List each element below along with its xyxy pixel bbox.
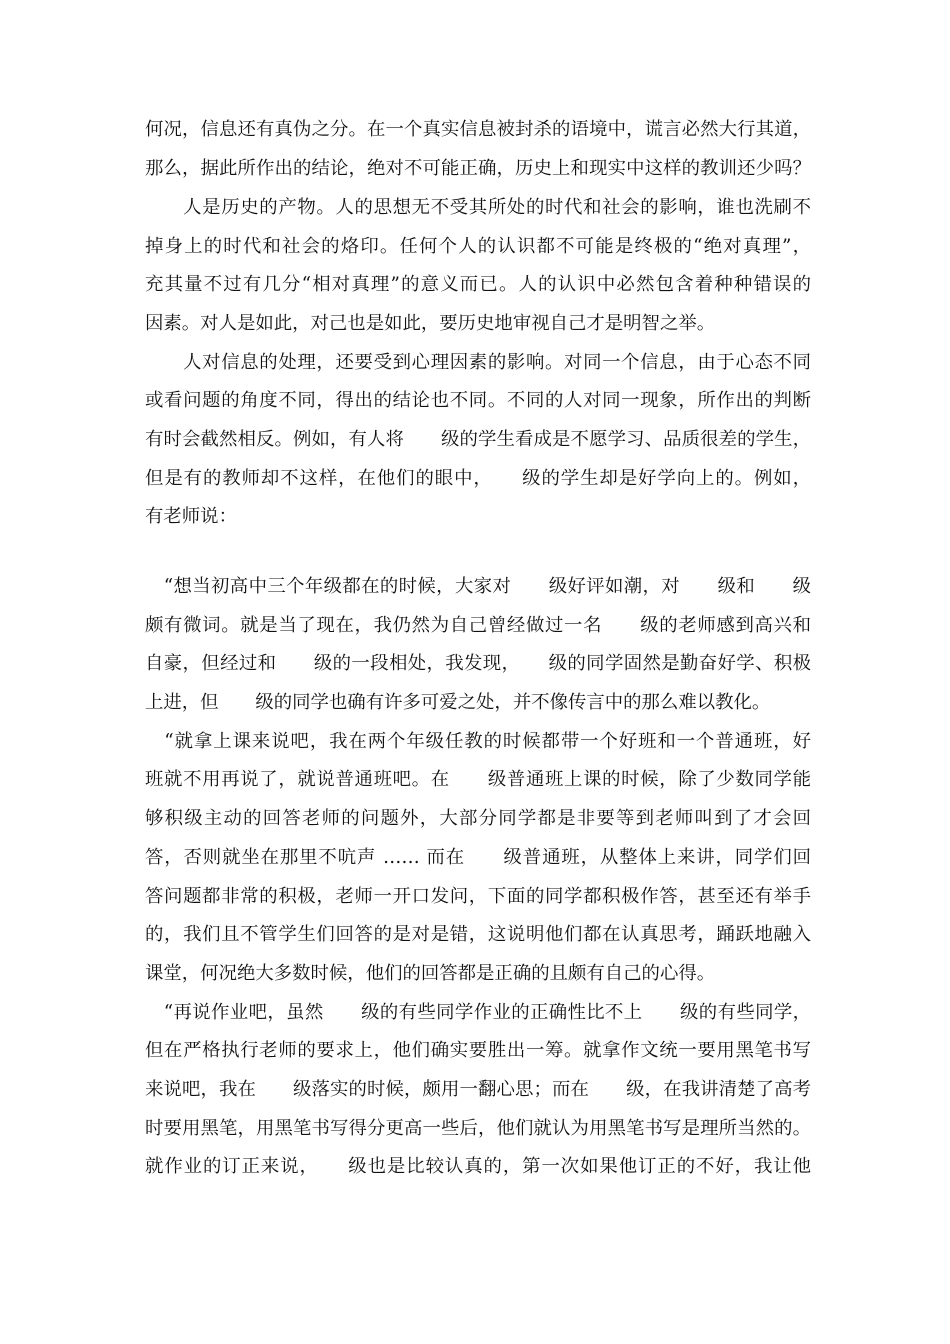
paragraph-line: 的，我们且不管学生们回答的是对是错，这说明他们都在认真思考，踊跃地融入: [145, 924, 811, 945]
paragraph-line: 有时会截然相反。例如，有人将 级的学生看成是不愿学习、品质很差的学生，: [145, 429, 811, 450]
paragraph-line: 充其量不过有几分“相对真理”的意义而已。人的认识中必然包含着种种错误的: [145, 274, 811, 295]
paragraph-line: 但是有的教师却不这样，在他们的眼中， 级的学生却是好学向上的。例如，: [145, 468, 811, 489]
paragraph-line: 够积级主动的回答老师的问题外，大部分同学都是非要等到老师叫到了才会回: [145, 808, 811, 829]
paragraph-line: 人对信息的处理，还要受到心理因素的影响。对同一个信息，由于心态不同: [145, 352, 811, 373]
paragraph-line: 就作业的订正来说， 级也是比较认真的，第一次如果他订正的不好，我让他: [145, 1156, 811, 1177]
paragraph-line: “想当初高中三个年级都在的时候，大家对 级好评如潮，对 级和 级: [145, 576, 811, 597]
paragraph-line: 或看问题的角度不同，得出的结论也不同。不同的人对同一现象，所作出的判断: [145, 390, 811, 411]
paragraph-line: 班就不用再说了，就说普通班吧。在 级普通班上课的时候，除了少数同学能: [145, 769, 811, 790]
paragraph-line: 课堂，何况绝大多数时候，他们的回答都是正确的且颇有自己的心得。: [145, 963, 716, 984]
paragraph-line: 自豪，但经过和 级的一段相处，我发现， 级的同学固然是勤奋好学、积极: [145, 653, 811, 674]
paragraph-line: 有老师说：: [145, 506, 237, 527]
paragraph-line: “就拿上课来说吧，我在两个年级任教的时候都带一个好班和一个普通班，好: [145, 731, 811, 752]
paragraph-line: 来说吧，我在 级落实的时候，颇用一翻心思；而在 级，在我讲清楚了高考: [145, 1079, 811, 1100]
paragraph-line: 颇有微词。就是当了现在，我仍然为自己曾经做过一名 级的老师感到高兴和: [145, 615, 811, 636]
paragraph-line: 答，否则就坐在那里不吭声 …… 而在 级普通班，从整体上来讲，同学们回: [145, 847, 811, 868]
paragraph-line: 答问题都非常的积极，老师一开口发问，下面的同学都积极作答，甚至还有举手: [145, 886, 811, 907]
paragraph-line: 人是历史的产物。人的思想无不受其所处的时代和社会的影响，谁也洗刷不: [145, 197, 811, 218]
paragraph-line: 时要用黑笔，用黑笔书写得分更高一些后，他们就认为用黑笔书写是理所当然的。: [145, 1118, 811, 1139]
paragraph-line: 那么，据此所作出的结论，绝对不可能正确，历史上和现实中这样的教训还少吗？: [145, 158, 811, 179]
paragraph-line: 但在严格执行老师的要求上，他们确实要胜出一筹。就拿作文统一要用黑笔书写: [145, 1040, 811, 1061]
paragraph-line: 上进，但 级的同学也确有许多可爱之处，并不像传言中的那么难以教化。: [145, 692, 771, 713]
paragraph-line: 何况，信息还有真伪之分。在一个真实信息被封杀的语境中，谎言必然大行其道，: [145, 119, 811, 140]
paragraph-line: 因素。对人是如此，对己也是如此，要历史地审视自己才是明智之举。: [145, 313, 716, 334]
paragraph-line: “再说作业吧，虽然 级的有些同学作业的正确性比不上 级的有些同学，: [145, 1002, 811, 1023]
paragraph-line: 掉身上的时代和社会的烙印。任何个人的认识都不可能是终极的“绝对真理”，: [145, 236, 811, 257]
